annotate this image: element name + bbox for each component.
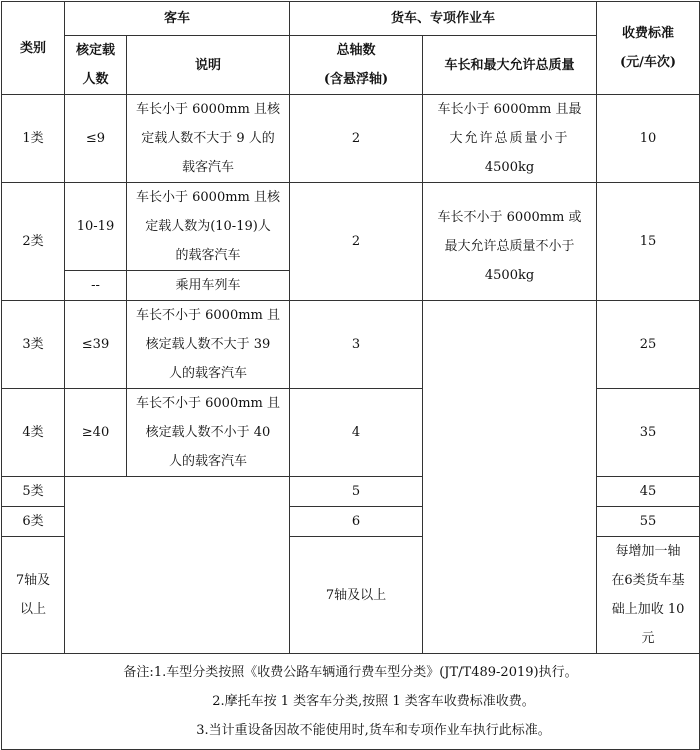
- fee-cell: 55: [597, 507, 700, 537]
- header-length-weight: 车长和最大允许总质量: [423, 36, 597, 95]
- fee-cell: 25: [597, 301, 700, 389]
- note-2: 2.摩托车按 1 类客车分类,按照 1 类客车收费标准收费。: [212, 694, 535, 709]
- fee-cell: 45: [597, 477, 700, 507]
- description-cell: 车长小于 6000mm 且核 定载人数不大于 9 人的 载客汽车: [127, 95, 290, 183]
- header-seats: 核定载 人数: [65, 36, 127, 95]
- axles-cell: 5: [290, 477, 423, 507]
- header-description: 说明: [127, 36, 290, 95]
- fee-cell: 35: [597, 389, 700, 477]
- description-cell: 车长小于 6000mm 且核 定载人数为(10-19)人 的载客汽车: [127, 183, 290, 271]
- seats-cell: ≤39: [65, 301, 127, 389]
- notes-row: [2, 654, 700, 750]
- axles-cell: 3: [290, 301, 423, 389]
- length-weight-cell: 车长小于 6000mm 且最 大允许总质量小于 4500kg: [423, 95, 597, 183]
- passenger-cell-empty: [65, 477, 290, 654]
- header-passenger-vehicle: 客车: [65, 2, 290, 36]
- category-cell: 2类: [2, 183, 65, 301]
- table-row: [2, 183, 700, 271]
- seats-cell: ≥40: [65, 389, 127, 477]
- fee-cell: 10: [597, 95, 700, 183]
- axles-cell: 6: [290, 507, 423, 537]
- table-row: [2, 301, 700, 389]
- axles-cell: 7轴及以上: [290, 537, 423, 654]
- seats-cell: ≤9: [65, 95, 127, 183]
- seats-cell: 10-19: [65, 183, 127, 271]
- header-axles: 总轴数 (含悬浮轴): [290, 36, 423, 95]
- description-cell: 车长不小于 6000mm 且 核定载人数不小于 40 人的载客汽车: [127, 389, 290, 477]
- header-fee-standard: 收费标准 (元/车次): [597, 2, 700, 95]
- note-3: 3.当计重设备因故不能使用时,货车和专项作业车执行此标准。: [196, 723, 551, 738]
- category-cell: 6类: [2, 507, 65, 537]
- category-cell: 7轴及 以上: [2, 537, 65, 654]
- category-cell: 5类: [2, 477, 65, 507]
- axles-cell: 4: [290, 389, 423, 477]
- category-cell: 1类: [2, 95, 65, 183]
- fee-cell: 每增加一轴 在6类货车基 础上加收 10 元: [597, 537, 700, 654]
- category-cell: 3类: [2, 301, 65, 389]
- axles-cell: 2: [290, 183, 423, 301]
- notes-cell: [2, 654, 700, 750]
- category-cell: 4类: [2, 389, 65, 477]
- length-weight-cell-empty: [423, 301, 597, 654]
- seats-cell: --: [65, 271, 127, 301]
- note-1: 备注:1.车型分类按照《收费公路车辆通行费车型分类》(JT/T489-2019)执行。: [123, 665, 578, 680]
- description-cell: 乘用车列车: [127, 271, 290, 301]
- header-category: 类别: [2, 2, 65, 95]
- axles-cell: 2: [290, 95, 423, 183]
- description-cell: 车长不小于 6000mm 且 核定载人数不大于 39 人的载客汽车: [127, 301, 290, 389]
- length-weight-cell: 车长不小于 6000mm 或 最大允许总质量不小于 4500kg: [423, 183, 597, 301]
- fee-cell: 15: [597, 183, 700, 301]
- fee-standard-table: [1, 1, 700, 750]
- table-row: [2, 95, 700, 183]
- header-freight-vehicle: 货车、专项作业车: [290, 2, 597, 36]
